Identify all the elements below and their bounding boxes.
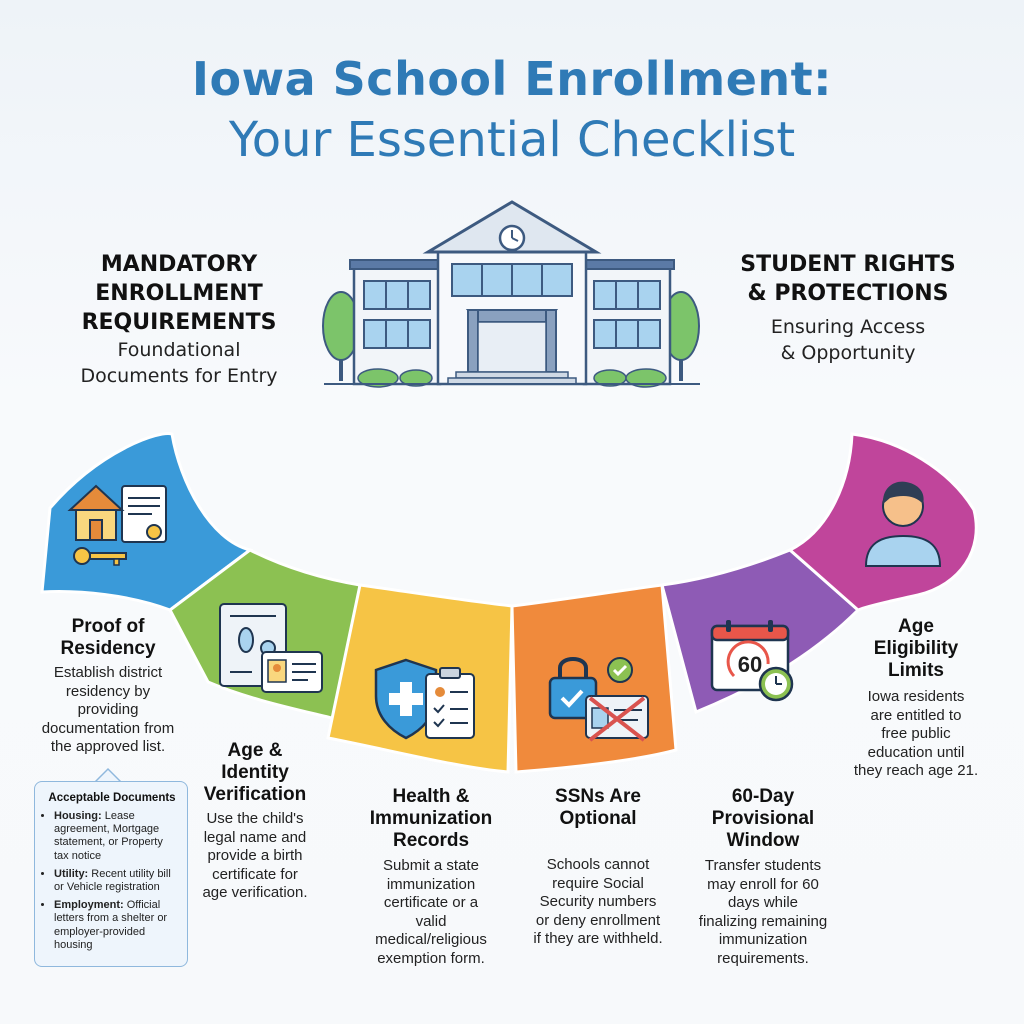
item-text-line: they reach age 21. <box>853 762 979 779</box>
item-text-line: are entitled to <box>870 706 962 724</box>
item-text-line: provide a birth <box>207 847 303 864</box>
mandatory-heading-line: REQUIREMENTS <box>81 310 277 335</box>
document-type-label: Employment: <box>54 899 124 912</box>
item-text-line: finalizing remaining <box>698 912 828 930</box>
item-text-line: education until <box>867 743 965 761</box>
item-text-line: certificate for <box>212 865 298 883</box>
item-text-line: may enroll for 60 <box>707 875 819 893</box>
item-title-line: SSNs Are <box>555 786 641 807</box>
padlock-ssn-card-icon <box>546 650 656 746</box>
mandatory-heading-line: MANDATORY <box>100 252 258 277</box>
item-text-line: Establish district <box>53 664 163 681</box>
item-text-line: age verification. <box>202 884 308 901</box>
rights-subheading-line: Ensuring Access <box>770 316 926 338</box>
item-text-line: medical/religious <box>375 931 487 948</box>
item-title-line: Window <box>726 830 800 851</box>
item-text-line: Submit a state <box>383 857 479 874</box>
document-type-text: Lease agreement, Mortgage statement, or Property tax notice <box>54 810 163 862</box>
item-text-line: valid <box>415 912 447 930</box>
item-text-line: require Social <box>552 874 644 892</box>
item-title-line: Limits <box>888 660 944 681</box>
health-shield-clipboard-icon <box>370 654 480 744</box>
birth-certificate-id-card-icon <box>216 600 328 696</box>
item-60-day-provisional-window <box>688 786 838 968</box>
item-title-line: Records <box>392 830 470 851</box>
mandatory-heading-line: ENROLLMENT <box>95 281 263 306</box>
item-title-line: Optional <box>559 808 637 829</box>
item-text-line: if they are withheld. <box>533 930 663 947</box>
item-text-line: documentation from <box>41 719 175 737</box>
item-age-eligibility-limits <box>846 616 986 781</box>
item-text-line: immunization <box>386 875 476 893</box>
item-text-line: Schools cannot <box>546 856 650 873</box>
item-text-line: Use the child's <box>206 810 304 827</box>
item-title-line: Age & <box>227 740 283 761</box>
page-title-line-1: Iowa School Enrollment: <box>191 52 833 106</box>
item-title-line: Age <box>898 616 934 637</box>
rights-subheading-line: & Opportunity <box>780 342 916 364</box>
acceptable-documents-title: Acceptable Documents <box>48 792 176 804</box>
mandatory-subheading-line: Foundational <box>117 339 241 361</box>
item-text-line: requirements. <box>717 949 809 967</box>
list-item <box>54 899 179 952</box>
rights-section-header <box>724 250 972 366</box>
calendar-day-count: 60 <box>737 652 763 677</box>
document-type-label: Housing: <box>54 810 102 822</box>
item-text-line: Iowa residents <box>867 688 965 705</box>
item-text-line: exemption form. <box>377 949 485 967</box>
item-ssns-are-optional <box>518 786 678 949</box>
rights-heading-line: & PROTECTIONS <box>747 281 949 306</box>
rights-heading-line: STUDENT RIGHTS <box>740 252 956 277</box>
item-text-line: Transfer students <box>704 857 822 874</box>
item-text-line: immunization <box>718 931 808 948</box>
list-item <box>54 868 179 894</box>
item-text-line: providing <box>77 701 139 718</box>
item-title-line: 60-Day <box>731 786 795 807</box>
student-person-icon <box>860 474 946 570</box>
item-title-line: Immunization <box>369 808 493 829</box>
item-text-line: residency by <box>65 682 151 700</box>
item-age-identity-verification <box>196 740 314 903</box>
item-text-line: Security numbers <box>539 893 657 910</box>
item-title-line: Identity <box>221 762 289 783</box>
mandatory-section-header <box>60 250 298 389</box>
item-title-line: Proof of <box>71 616 145 637</box>
acceptable-documents-list <box>45 810 179 952</box>
item-title-line: Verification <box>203 784 307 805</box>
item-text-line: free public <box>881 725 951 742</box>
mandatory-subheading-line: Documents for Entry <box>80 365 278 387</box>
item-title-line: Provisional <box>711 808 815 829</box>
item-proof-of-residency <box>28 616 188 757</box>
document-type-label: Utility: <box>54 867 89 880</box>
school-building-icon <box>320 196 704 392</box>
calendar-60-clock-icon <box>706 618 802 706</box>
list-item <box>54 810 179 863</box>
document-type-text: Official letters from a shelter or employer-provided housing <box>54 899 168 951</box>
acceptable-documents-box <box>34 781 188 967</box>
item-title-line: Eligibility <box>873 638 959 659</box>
item-health-immunization-records <box>356 786 506 968</box>
item-title-line: Health & <box>392 786 470 807</box>
item-text-line: legal name and <box>203 828 307 846</box>
item-text-line: or deny enrollment <box>535 911 661 929</box>
item-text-line: certificate or a <box>383 894 479 911</box>
document-type-text: Recent utility bill or Vehicle registration <box>54 867 171 894</box>
item-title-line: Residency <box>60 638 156 659</box>
item-text-line: days while <box>727 894 799 911</box>
house-key-document-icon <box>64 474 174 574</box>
item-text-line: the approved list. <box>50 738 166 755</box>
page-title-line-2: Your Essential Checklist <box>228 112 796 168</box>
